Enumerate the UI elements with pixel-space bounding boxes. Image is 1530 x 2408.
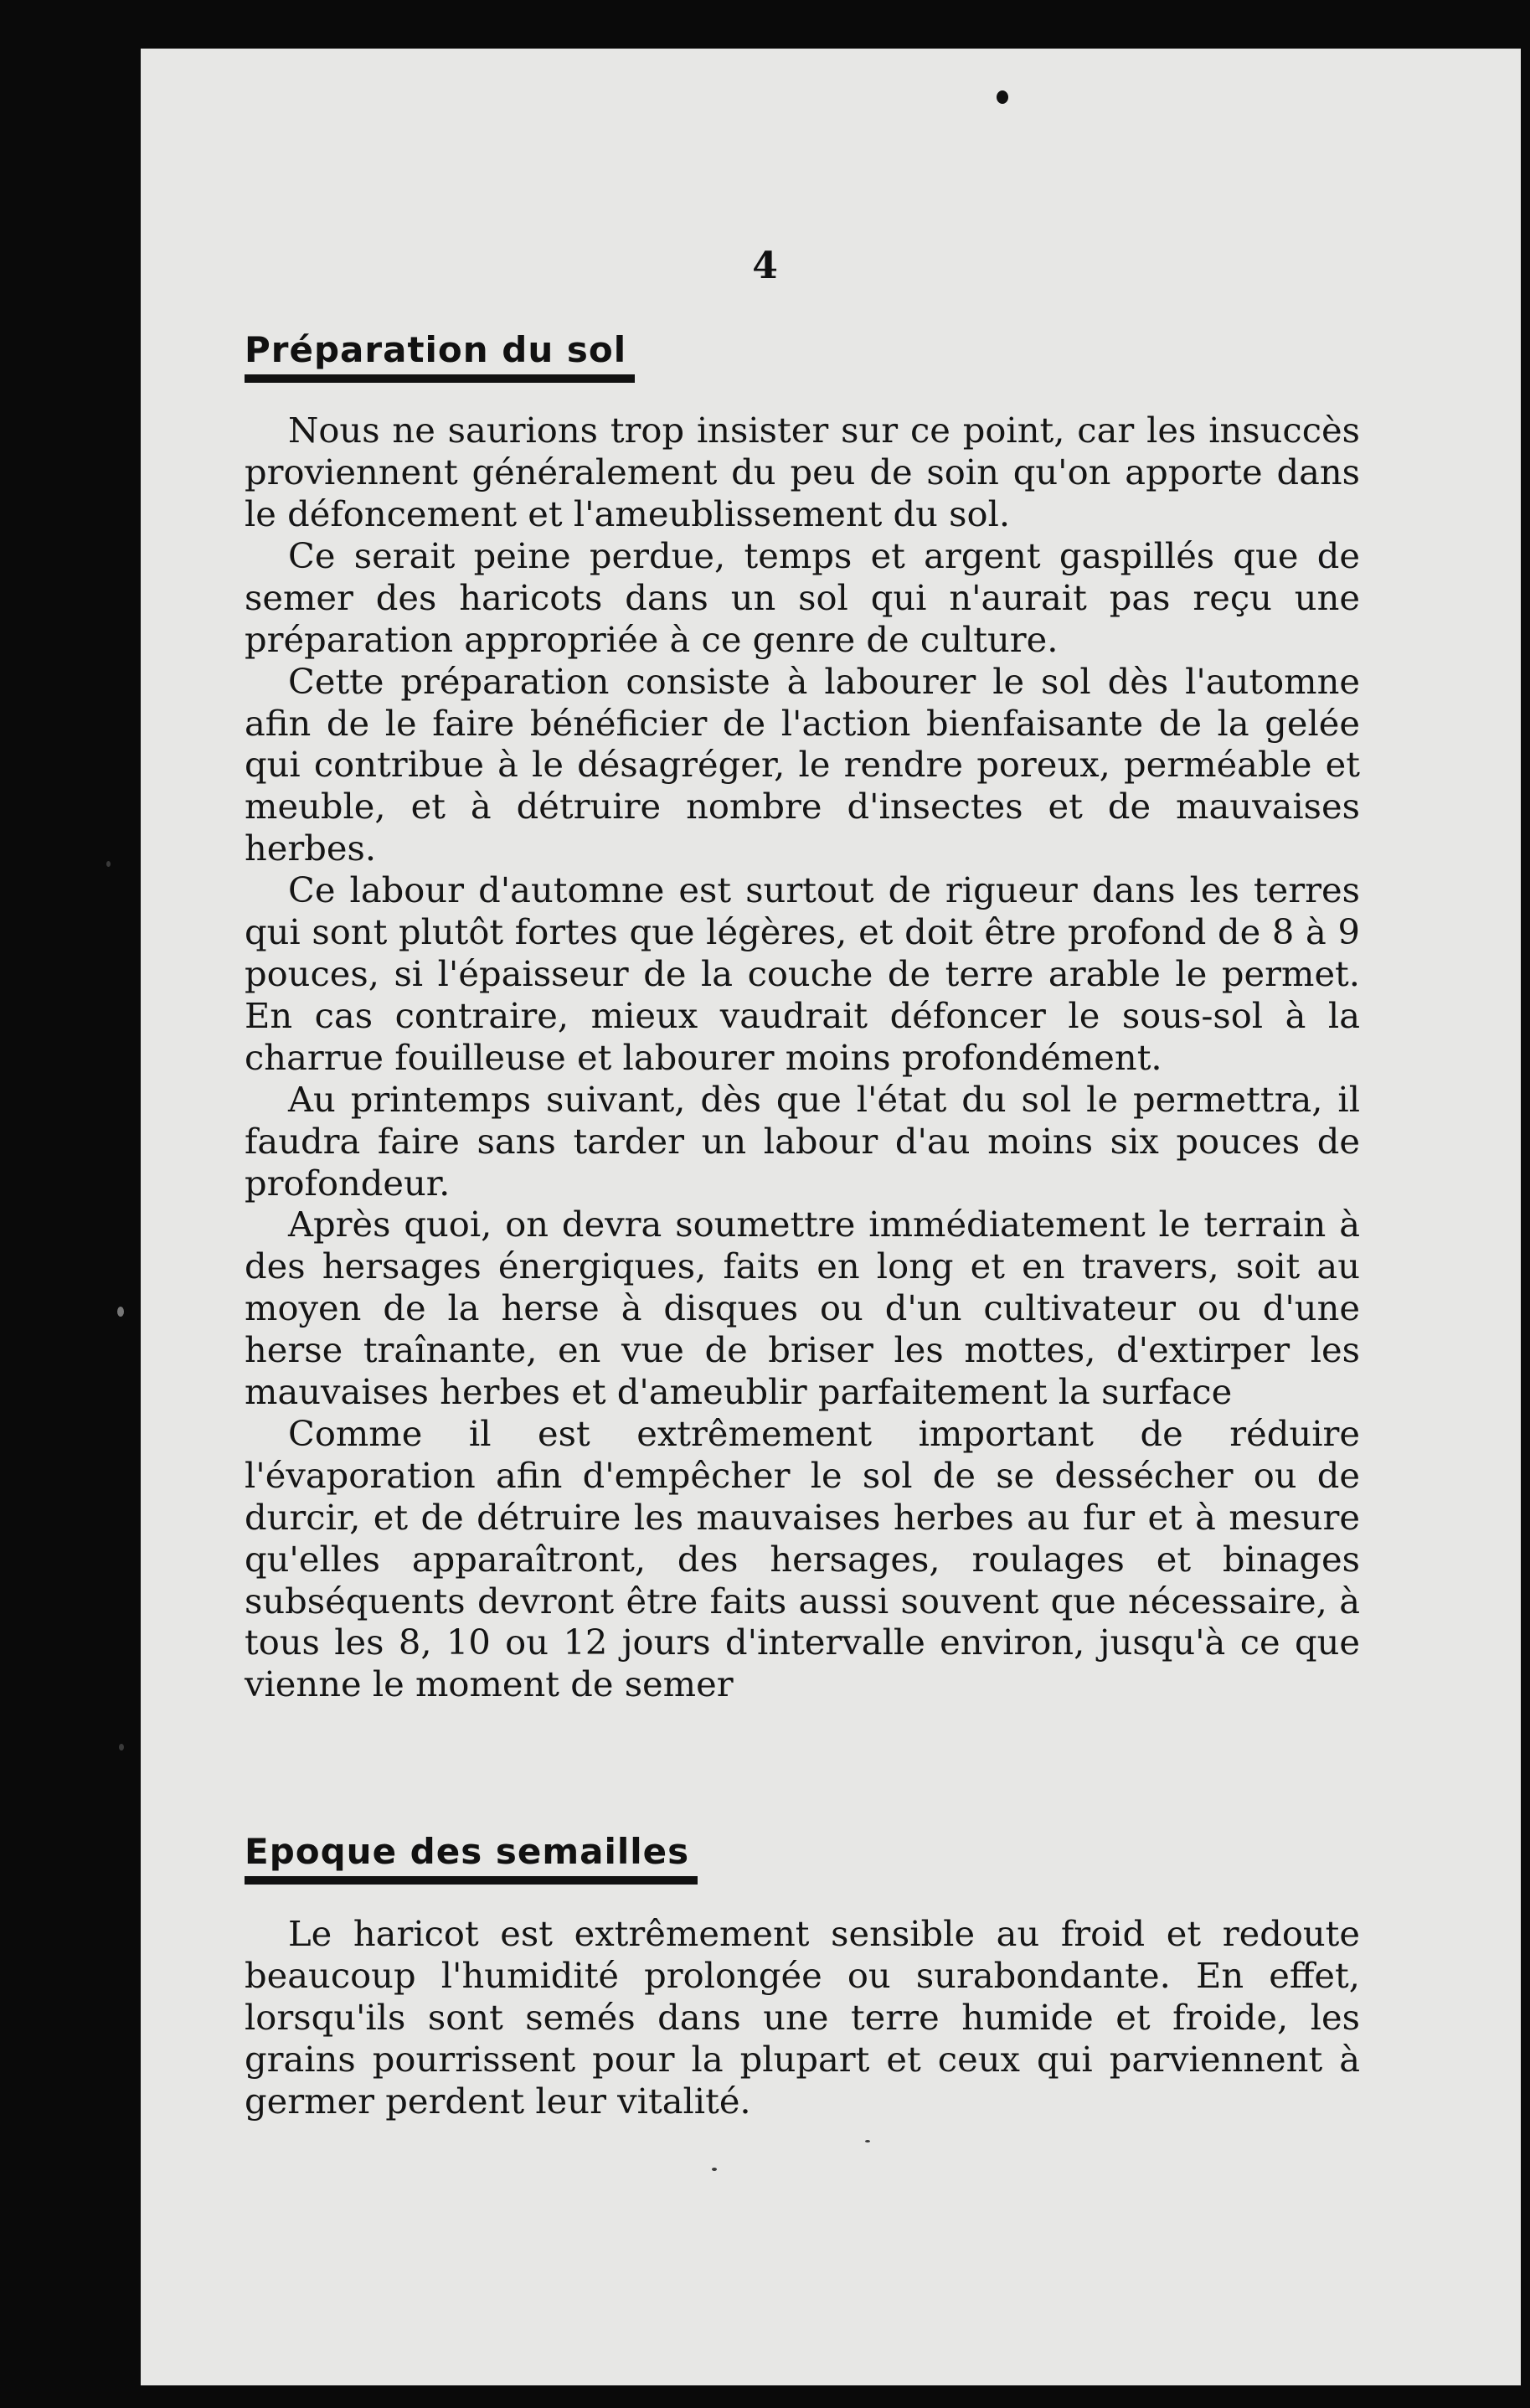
- section-preparation-du-sol: [245, 331, 1360, 1705]
- paragraph: Cette préparation consiste à labourer le sol dès l'automne afin de le faire bénéficier de l'action bienfaisante de la gelée qui contribue à le désagréger, le rendre poreux, perméable et meuble, et à détruire nombre d'insectes et de mauvaises herbes.: [245, 660, 1360, 869]
- scan-dot-mark: [997, 90, 1008, 104]
- heading-underline: [245, 1876, 698, 1885]
- scan-speck: [865, 2140, 870, 2142]
- scan-speck: [119, 1744, 124, 1751]
- paragraph: Ce serait peine perdue, temps et argent gaspillés que de semer des haricots dans un sol qui n'aurait pas reçu une préparation appropriée à ce genre de culture.: [245, 534, 1360, 660]
- scan-speck: [712, 2168, 717, 2171]
- section-heading-text: Préparation du sol: [245, 329, 627, 370]
- scan-speck: [117, 1307, 124, 1317]
- paragraph: Comme il est extrêmement important de réduire l'évaporation afin d'empêcher le sol de se dessécher ou de durcir, et de détruire les mauvaises herbes au fur et à mesure qu'elles apparaîtront, des hersages, roulages et binages subséquents devront être faits aussi souvent que nécessaire, à tous les 8, 10 ou 12 jours d'intervalle environ, jusqu'à ce que vienne le moment de semer: [245, 1412, 1360, 1705]
- section-heading: [245, 331, 626, 383]
- paragraph: Nous ne saurions trop insister sur ce point, car les insuccès proviennent généralement du peu de soin qu'on apporte dans le défoncement et l'ameublissement du sol.: [245, 410, 1360, 534]
- section-heading: [245, 1833, 689, 1885]
- paragraph: Le haricot est extrêmement sensible au froid et redoute beaucoup l'humidité prolongée ou surabondante. En effet, lorsqu'ils sont semés dans une terre humide et froide, les grains pourrissent pour la plupart et ceux qui parviennent à germer perdent leur vitalité.: [245, 1913, 1360, 2122]
- scan-speck: [106, 861, 111, 867]
- section-heading-text: Epoque des semailles: [245, 1831, 690, 1872]
- paragraph: Au printemps suivant, dès que l'état du sol le permettra, il faudra faire sans tarder un labour d'au moins six pouces de profondeur.: [245, 1078, 1360, 1204]
- section-body: [245, 410, 1360, 1705]
- paragraph: Ce labour d'automne est surtout de rigueur dans les terres qui sont plutôt fortes que légères, et doit être profond de 8 à 9 pouces, si l'épaisseur de la couche de terre arable le permet. En cas contraire, mieux vaudrait défoncer le sous-sol à la charrue fouilleuse et labourer moins profondément.: [245, 869, 1360, 1078]
- heading-underline: [245, 374, 635, 383]
- section-body: [245, 1913, 1360, 2122]
- page-number: 4: [752, 245, 778, 287]
- paragraph: Après quoi, on devra soumettre immédiatement le terrain à des hersages énergiques, faits en long et en travers, soit au moyen de la herse à disques ou d'un cultivateur ou d'une herse traînante, en vue de briser les mottes, d'extirper les mauvaises herbes et d'ameublir parfaitement la surface: [245, 1204, 1360, 1413]
- section-epoque-des-semailles: [245, 1833, 1360, 2122]
